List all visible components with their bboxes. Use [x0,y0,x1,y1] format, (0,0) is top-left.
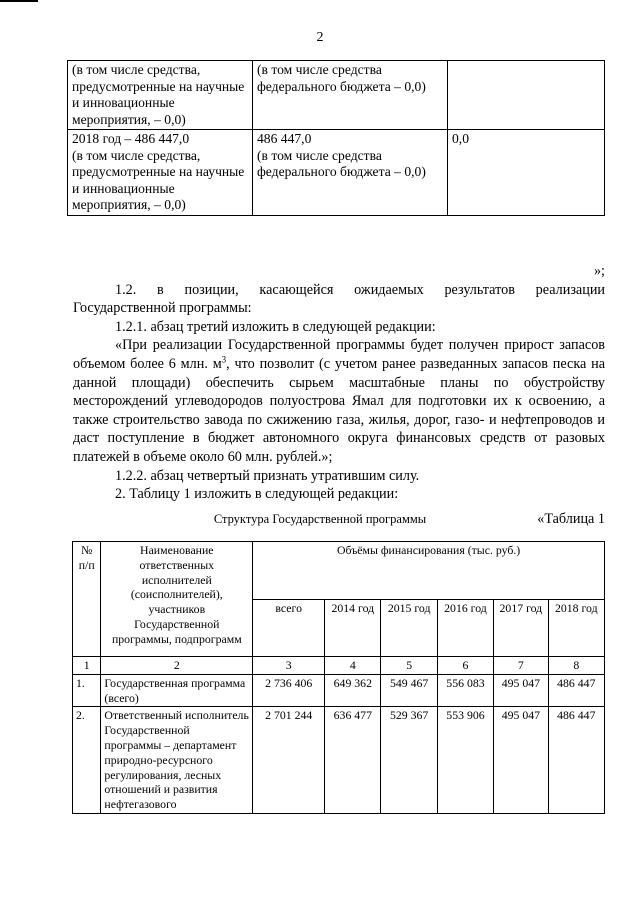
index-cell: 4 [325,657,381,675]
paragraph-1-2-1: 1.2.1. абзац третий изложить в следующей редакции: [115,318,436,335]
table-cell [448,61,605,130]
header-year: 2016 год [437,599,493,657]
header-year: 2018 год [548,599,604,657]
header-total: всего [253,599,325,657]
row-name: Ответственный исполнитель Государственной программы – департамент природно-ресурсного регулирования, лесных отношений и развития нефтегазового [101,707,253,814]
table-label: «Таблица 1 [537,510,605,527]
year-total: 2018 год – 486 447,0 [72,131,190,146]
row-num: 1. [73,674,101,707]
cell-note: (в том числе средства федерального бюджета – 0,0) [257,147,426,179]
table-row [68,61,605,130]
index-cell: 3 [253,657,325,675]
page-number: 2 [316,30,324,45]
funding-sources-table [67,60,605,216]
paragraph-1-2-2: 1.2.2. абзац четвертый признать утратившим силу. [115,467,420,484]
row-name: Государственная программа (всего) [101,674,253,707]
header-num: № п/п [73,542,101,657]
header-year: 2017 год [494,599,548,657]
table-row [73,674,605,707]
paragraph-2: 2. Таблицу 1 изложить в следующей редакции: [115,486,399,503]
cell-note: (в том числе средства, предусмотренные на научные и инновационные мероприятия, – 0,0) [72,147,245,212]
index-cell: 8 [548,657,604,675]
value-cell: 495 047 [494,674,548,707]
closing-quote: »; [593,263,605,279]
table-title: Структура Государственной программы [213,512,427,526]
top-edge-line [0,0,38,2]
cell-value: 486 447,0 [257,131,312,146]
table-row [68,130,605,216]
value-cell: 553 906 [437,707,493,814]
header-year: 2014 год [325,599,381,657]
header-name: Наименование ответственных исполнителей (соисполнителей), участников Государственной программы, подпрограмм [101,542,253,657]
value-cell: 2 736 406 [253,674,325,707]
value-cell: 649 362 [325,674,381,707]
header-finance: Объёмы финансирования (тыс. руб.) [253,542,605,600]
table-cell [68,130,253,216]
table-cell: (в том числе средства, предусмотренные на научные и инновационные мероприятия, – 0,0) [68,61,253,130]
value-cell: 636 477 [325,707,381,814]
index-cell: 5 [381,657,437,675]
table-row [73,707,605,814]
index-cell: 2 [101,657,253,675]
document-body [73,262,605,528]
table-cell: 0,0 [448,130,605,216]
value-cell: 556 083 [437,674,493,707]
value-cell: 495 047 [494,707,548,814]
index-row [73,657,605,675]
index-cell: 7 [494,657,548,675]
header-year: 2015 год [381,599,437,657]
table-header-row [73,542,605,600]
index-cell: 1 [73,657,101,675]
row-num: 2. [73,707,101,814]
value-cell: 486 447 [548,707,604,814]
value-cell: 529 367 [381,707,437,814]
value-cell: 549 467 [381,674,437,707]
table-cell: (в том числе средства федерального бюджета – 0,0) [253,61,448,130]
index-cell: 6 [437,657,493,675]
table-cell [253,130,448,216]
paragraph-quote: «При реализации Государственной программы будет получен прирост запасов объемом более 6 млн. $м^3$, что позволит (с учетом ранее разведанных запасов песка на данной площади) обеспечить сырьем масштабные планы по обустройству месторождений углеводородов полуострова Ямал для подготовки их к освоению, а также строительство завода по сжижению газа, жилья, дорог, газо- и нефтепроводов и даст поступление в бюджет автономного округа финансовых средств от разовых платежей в объеме около 60 млн. рублей.»; [73,337,605,465]
program-structure-table [72,541,605,814]
paragraph-1-2: 1.2. в позиции, касающейся ожидаемых результатов реализации Государственной программы: [73,281,605,317]
value-cell: 486 447 [548,674,604,707]
value-cell: 2 701 244 [253,707,325,814]
